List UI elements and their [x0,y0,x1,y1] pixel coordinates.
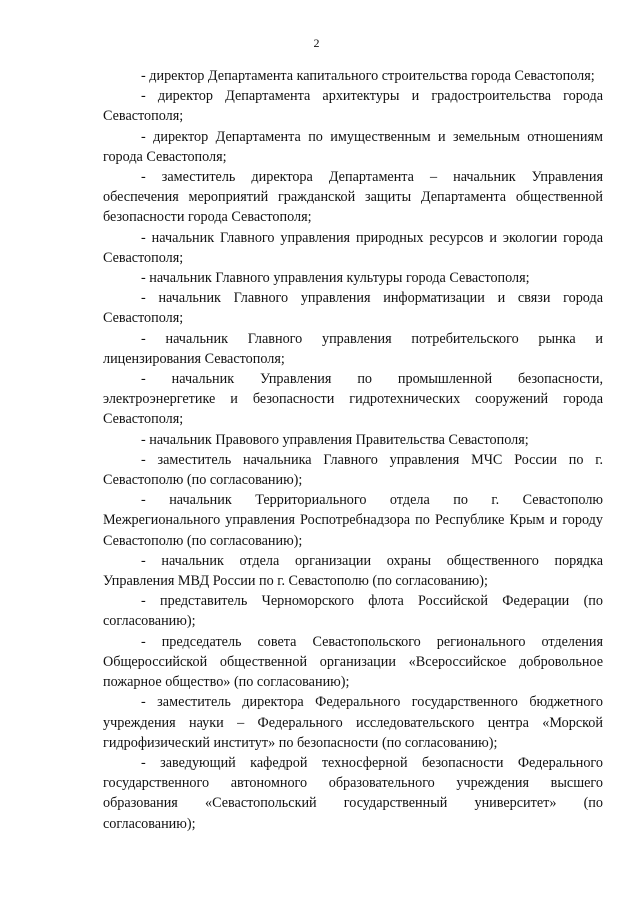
list-item: - начальник Главного управления информатизации и связи города Севастополя; [103,290,603,327]
list-item: - директор Департамента архитектуры и градостроительства города Севастополя; [103,88,603,125]
list-item: - начальник Главного управления природных ресурсов и экологии города Севастополя; [103,229,603,266]
list-item: - начальник отдела организации охраны общественного порядка Управления МВД России по г. Севастополю (по согласованию); [103,552,603,590]
list-item: - начальник Главного управления культуры города Севастополя; [141,270,530,287]
page-number: 2 [313,36,320,50]
list-item: - заместитель директора Федерального государственного бюджетного учреждения науки – Федерального исследовательского центра «Морской гидрофизический институт» по безопасности (по согласованию); [103,694,603,751]
list-item: - директор Департамента капитального строительства города Севастополя; [141,68,595,84]
list-item: - начальник Правового управления Правительства Севастополя; [141,431,529,448]
list-item: - представитель Черноморского флота Российской Федерации (по согласованию); [103,593,603,630]
list-item: - начальник Управления по промышленной безопасности, электроэнергетике и безопасности гидротехнических сооружений города Севастополя; [103,371,603,428]
list-item: - начальник Главного управления потребительского рынка и лицензирования Севастополя; [103,330,603,367]
list-item: - директор Департамента по имущественным и земельным отношениям города Севастополя; [103,128,603,165]
list-item: - заведующий кафедрой техносферной безопасности Федерального государственного автономного образовательного учреждения высшего образования «Севастопольский государственный университет» (по согласованию); [103,754,603,832]
list-item: - председатель совета Севастопольского регионального отделения Общероссийской общественной организации «Всероссийское добровольное пожарное общество» (по согласованию); [103,633,603,691]
list-item: - заместитель начальника Главного управления МЧС России по г. Севастополю (по согласованию); [103,451,603,489]
list-item: - начальник Территориального отдела по г. Севастополю Межрегионального управления Роспотребнадзора по Республике Крым и городу Севастополю (по согласованию); [103,492,603,549]
list-item: - заместитель директора Департамента – начальник Управления обеспечения мероприятий гражданской защиты Департамента общественной безопасности города Севастополя; [103,169,603,226]
commission-member-list [103,66,603,834]
